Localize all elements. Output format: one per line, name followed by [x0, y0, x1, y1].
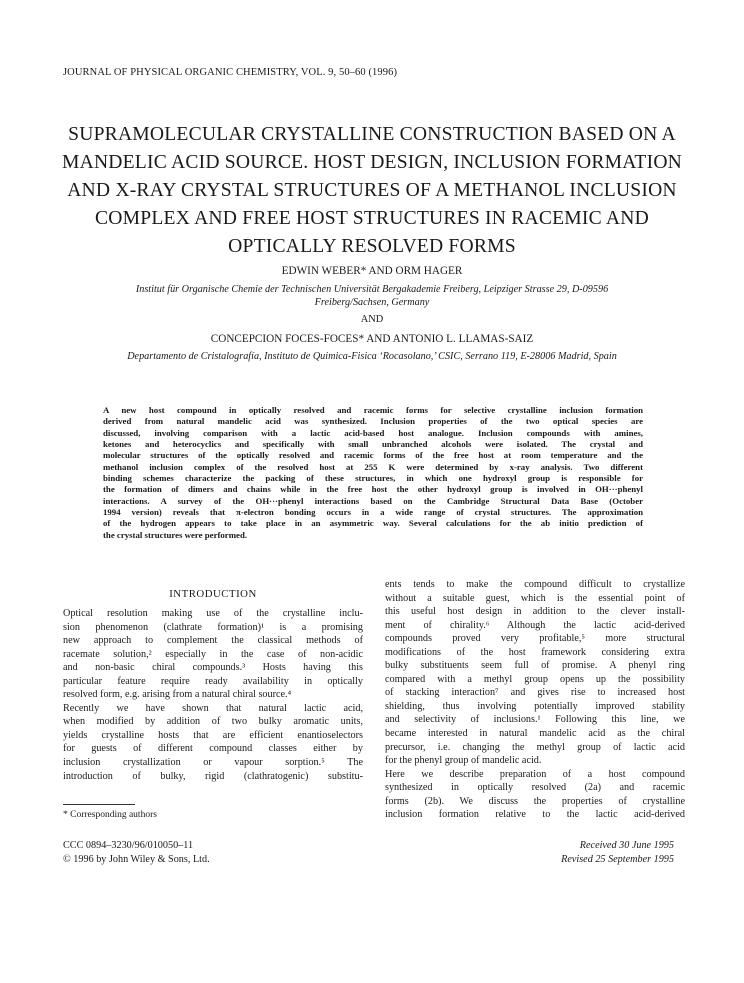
- copyright-block: [63, 839, 210, 866]
- abstract: [103, 405, 643, 541]
- received-date: Received 30 June 1995: [579, 840, 674, 851]
- abstract-line: methanol inclusion complex of the resolved host at 255 K were determined by x-ray analysis. Two different: [103, 461, 643, 472]
- body-line: this useful host design in addition to the clever install-: [385, 606, 685, 618]
- title-line: AND X-RAY CRYSTAL STRUCTURES OF A METHANOL INCLUSION: [67, 180, 677, 201]
- body-line: inclusion formation relative to the lactic acid-derived: [385, 809, 685, 821]
- footnote-divider: [63, 804, 135, 805]
- article-title: [40, 121, 704, 261]
- body-line: resolved form, e.g. arising from a natural chiral source.⁴: [63, 689, 292, 701]
- affiliation-line: Freiberg/Sachsen, Germany: [314, 297, 430, 308]
- title-line: COMPLEX AND FREE HOST STRUCTURES IN RACEMIC AND: [95, 208, 649, 229]
- intro-left-column: [63, 607, 363, 783]
- body-line: of stacking interaction⁷ and gives rise to increased host: [385, 687, 685, 699]
- ccc-code: CCC 0894–3230/96/010050–11: [63, 840, 194, 851]
- intro-right-column: [385, 578, 685, 822]
- body-line: inclusion crystallization or vapour sorption.⁵ The: [63, 757, 363, 769]
- body-line: for the phenyl group of mandelic acid.: [385, 755, 542, 767]
- body-line: introduction of bulky, rigid (clathratogenic) substitu-: [63, 770, 363, 782]
- abstract-line: discussed, involving comparison with a lactic acid-based host analogue. Inclusion compounds with amines,: [103, 427, 643, 438]
- body-line: for guests of different compound classes either by: [63, 743, 363, 755]
- journal-header: JOURNAL OF PHYSICAL ORGANIC CHEMISTRY, VOL. 9, 50–60 (1996): [63, 67, 398, 78]
- body-line: synthesized in optically resolved (2a) and racemic: [385, 782, 685, 794]
- body-line: forms (2b). We discuss the properties of crystalline: [385, 795, 685, 807]
- abstract-line: the formation of dimers and chains while in the free host the other hydroxyl group is involved in OH···phenyl: [103, 484, 643, 495]
- abstract-line: molecular structures of the optically resolved and racemic forms of the free host at room temperature and the: [103, 450, 643, 461]
- body-line: Recently we have shown that natural lactic acid,: [63, 702, 363, 714]
- abstract-line: interactions. A survey of the OH···phenyl interactions based on the Cambridge Structural Data Base (October: [103, 495, 643, 506]
- author-conjunction: AND: [360, 314, 384, 325]
- abstract-line: derived from natural mandelic acid was synthesized. Inclusion properties of the two optical species are: [103, 416, 643, 427]
- author-group-2: CONCEPCION FOCES-FOCES* AND ANTONIO L. LLAMAS-SAIZ: [210, 333, 534, 345]
- title-line: OPTICALLY RESOLVED FORMS: [228, 236, 516, 257]
- body-line: particular feature require ready availability in optically: [63, 675, 363, 687]
- author-group-1: EDWIN WEBER* AND ORM HAGER: [281, 265, 463, 277]
- revised-date: Revised 25 September 1995: [561, 853, 674, 865]
- body-line: compared with a methyl group opens up the possibility: [385, 673, 685, 685]
- abstract-line: of the hydrogen appears to take place in an asymmetric way. Several calculations for the ab initio prediction of: [103, 518, 643, 529]
- affiliation-line: Institut für Organische Chemie der Technischen Universität Bergakademie Freiberg, Leipziger Strasse 29, D-09596: [135, 284, 609, 295]
- abstract-line: 1994 version) reveals that π-electron bonding occurs in a wide range of crystal structures. The approximation: [103, 507, 643, 518]
- affiliation-line: Departamento de Cristalografía, Instituto de Quimica-Fisica ‘Rocasolano,’ CSIC, Serrano 119, E-28006 Madrid, Spain: [127, 351, 617, 362]
- body-line: ment of chirality.⁶ Although the lactic acid-derived: [385, 619, 685, 631]
- copyright-holder: © 1996 by John Wiley & Sons, Ltd.: [63, 853, 210, 865]
- abstract-line: binding schemes characterize the packing of these structures, in which one hydroxyl group is responsible for: [103, 473, 643, 484]
- body-line: became interested in natural mandelic acid as the chiral: [385, 728, 685, 740]
- body-line: and non-basic chiral compounds.³ Hosts having this: [63, 662, 363, 674]
- received-dates: [561, 839, 674, 866]
- title-line: MANDELIC ACID SOURCE. HOST DESIGN, INCLUSION FORMATION: [61, 152, 683, 173]
- body-line: racemate solution,² especially in the case of non-acidic: [63, 648, 363, 660]
- body-line: sion phenomenon (clathrate formation)¹ is a promising: [63, 621, 363, 633]
- body-line: Optical resolution making use of the crystalline inclu-: [63, 608, 363, 619]
- section-heading-introduction: INTRODUCTION: [169, 588, 257, 600]
- body-line: modifications of the host framework considering extra: [385, 646, 685, 658]
- body-line: yields crystalline hosts that are efficient enantioselectors: [63, 729, 363, 741]
- body-line: shielding, thus involving potentially improved stability: [385, 700, 685, 712]
- body-line: compounds proved very profitable,⁵ more structural: [385, 633, 685, 645]
- body-line: bulky substituents seem full of promise. A phenyl ring: [385, 660, 685, 672]
- abstract-line: ketones and heterocyclics and specifically with small unbranched alcohols were isolated. The crystal and: [103, 439, 643, 450]
- body-line: and selectivity of inclusions.¹ Following this line, we: [385, 714, 685, 726]
- affiliation-1: [40, 283, 704, 309]
- title-line: SUPRAMOLECULAR CRYSTALLINE CONSTRUCTION BASED ON A: [68, 124, 676, 145]
- body-line: when modified by addition of two bulky aromatic units,: [63, 716, 363, 728]
- body-line: without a suitable guest, which is the essential point of: [385, 592, 685, 604]
- affiliation-2: [40, 350, 704, 363]
- body-line: Here we describe preparation of a host compound: [385, 768, 685, 780]
- footnote: * Corresponding authors: [63, 810, 157, 820]
- body-line: precursor, i.e. changing the methyl group of lactic acid: [385, 741, 685, 753]
- body-line: ents tends to make the compound difficult to crystallize: [385, 579, 685, 590]
- abstract-line: A new host compound in optically resolved and racemic forms for selective crystalline inclusion formation: [103, 405, 643, 415]
- body-line: new approach to complement the classical methods of: [63, 635, 363, 647]
- abstract-line: the crystal structures were performed.: [103, 529, 248, 540]
